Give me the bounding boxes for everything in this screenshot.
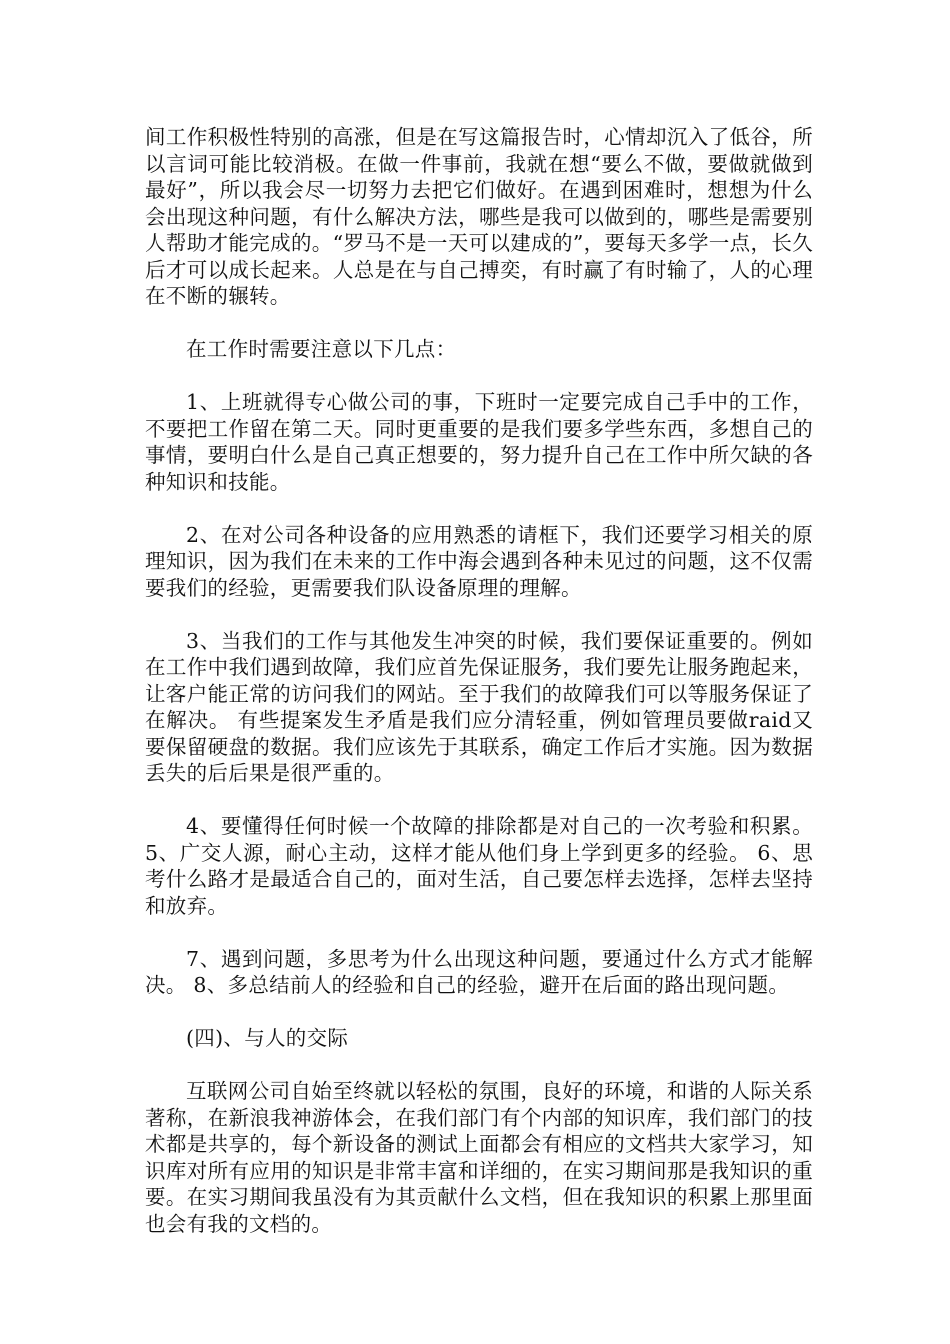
document-page [145, 124, 813, 1264]
paragraph-continuation: 间工作积极性特别的高涨，但是在写这篇报告时，心情却沉入了低谷，所以言词可能比较消极。在做一件事前，我就在想“要么不做，要做就做到最好”，所以我会尽一切努力去把它们做好。在遇到困难时，想想为什么会出现这种问题，有什么解决方法，哪些是我可以做到的，哪些是需要别人帮助才能完成的。“罗马不是一天可以建成的”，要每天多学一点，长久后才可以成长起来。人总是在与自己搏奕，有时赢了有时输了，人的心理在不断的辗转。 [145, 125, 813, 308]
section-heading-interpersonal: (四)、与人的交际 [186, 1026, 349, 1050]
paragraph-points-4-6: 4、要懂得任何时候一个故障的排除都是对自己的一次考验和积累。 5、广交人源，耐心主动，这样才能从他们身上学到更多的经验。 6、思考什么路才是最适合自己的，面对生活，自己要怎样去选择，怎样去坚持和放弃。 [145, 814, 813, 918]
paragraph-work-notes-heading: 在工作时需要注意以下几点： [186, 337, 457, 361]
paragraph-point-2: 2、在对公司各种设备的应用熟悉的请框下，我们还要学习相关的原理知识，因为我们在未来的工作中海会遇到各种未见过的问题，这不仅需要我们的经验，更需要我们队设备原理的理解。 [145, 522, 813, 600]
paragraph-points-7-8: 7、遇到问题，多思考为什么出现这种问题，要通过什么方式才能解决。 8、多总结前人的经验和自己的经验，避开在后面的路出现问题。 [145, 946, 813, 997]
paragraph-point-1: 1、上班就得专心做公司的事，下班时一定要完成自己手中的工作，不要把工作留在第二天。同时更重要的是我们要多学些东西，多想自己的事情，要明白什么是自己真正想要的，努力提升自己在工作中所欠缺的各种知识和技能。 [145, 390, 813, 494]
paragraph-point-3: 3、当我们的工作与其他发生冲突的时候，我们要保证重要的。例如在工作中我们遇到故障，我们应首先保证服务，我们要先让服务跑起来，让客户能正常的访问我们的网站。至于我们的故障我们可以等服务保证了在解决。 有些提案发生矛盾是我们应分清轻重，例如管理员要做raid又要保留硬盘的数据。我们应该先于其联系，确定工作后才实施。因为数据丢失的后后果是很严重的。 [145, 628, 813, 785]
paragraph-interpersonal: 互联网公司自始至终就以轻松的氛围，良好的环境，和谐的人际关系著称，在新浪我神游体会，在我们部门有个内部的知识库，我们部门的技术都是共享的，每个新设备的测试上面都会有相应的文档共大家学习，知识库对所有应用的知识是非常丰富和详细的，在实习期间那是我知识的重要。在实习期间我虽没有为其贡献什么文档，但在我知识的积累上那里面也会有我的文档的。 [145, 1079, 813, 1236]
